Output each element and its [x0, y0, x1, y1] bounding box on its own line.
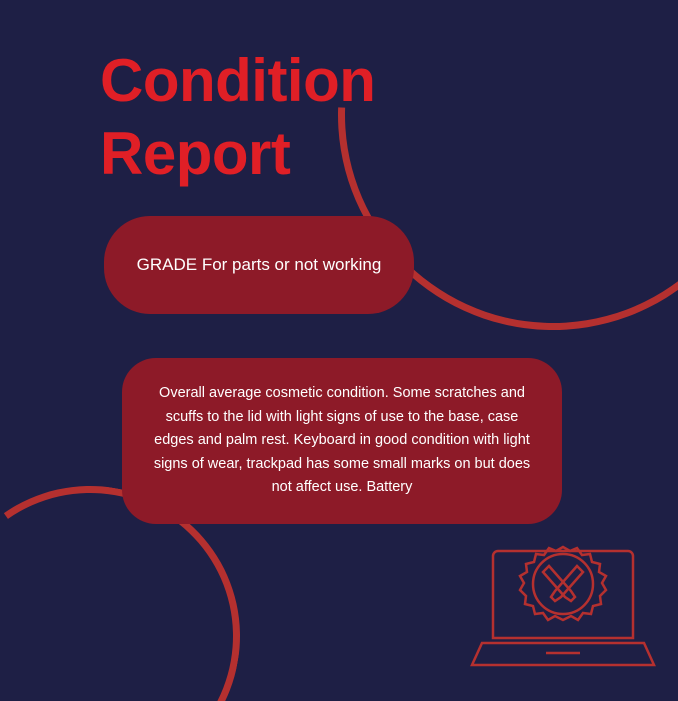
condition-description-text: Overall average cosmetic condition. Some scratches and scuffs to the lid with light signs of use to the base, case edges and palm rest. Keyboard in good condition with light signs of wear, trackpad has some small marks on but does not affect use. Battery	[153, 384, 531, 496]
page-title: Condition Report	[100, 47, 376, 188]
laptop-repair-icon	[468, 523, 658, 683]
grade-badge	[104, 216, 414, 314]
grade-badge-label: GRADE For parts or not working	[136, 254, 382, 274]
condition-description-card	[122, 358, 562, 524]
